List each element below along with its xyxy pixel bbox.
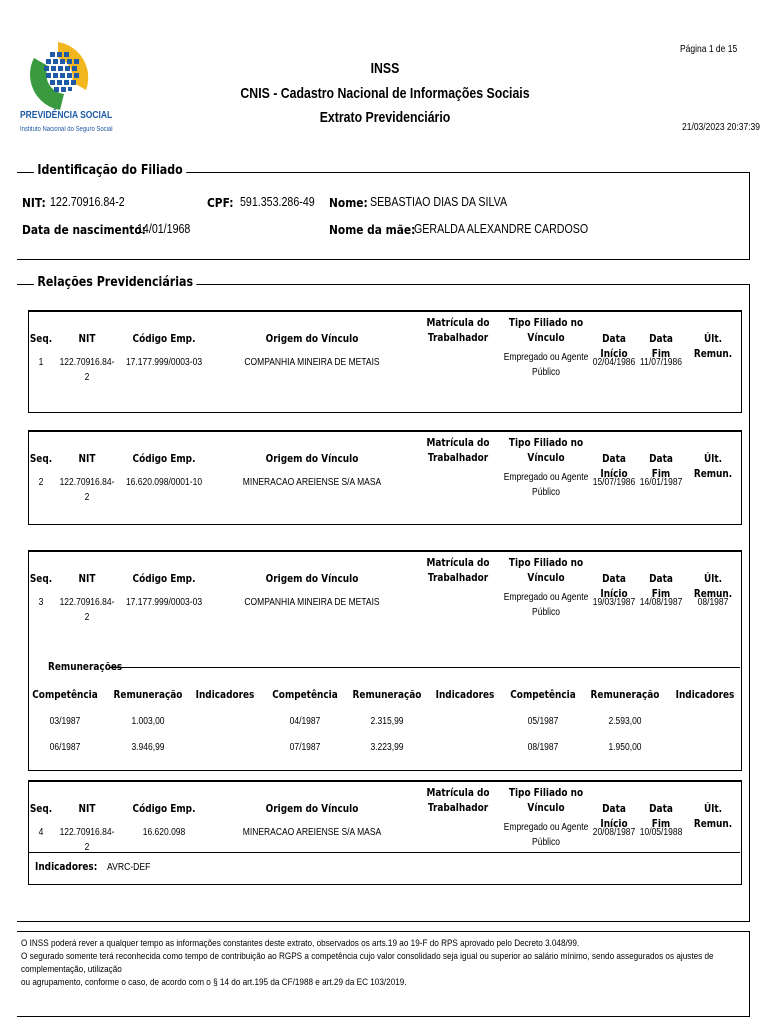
identificacao-section <box>17 172 750 260</box>
remuneracao-competencia: 08/1987 <box>527 742 559 753</box>
cell-tipo-line: Empregado ou Agente <box>503 352 589 363</box>
header-seq <box>28 332 54 347</box>
cell-nit <box>57 595 117 625</box>
cell-fim-line: 14/08/1987 <box>639 597 683 608</box>
cell-fim-line: 11/07/1986 <box>640 357 682 368</box>
header-seq-line: Seq. <box>29 573 53 585</box>
cell-nit-line: 122.70916.84-2 <box>59 827 115 853</box>
header-tipo-line: Tipo Filiado no <box>508 557 584 569</box>
cell-remun <box>688 595 739 610</box>
header-origem <box>219 572 406 587</box>
header-tipo-line: Tipo Filiado no <box>508 437 584 449</box>
header-codigo-line: Código Emp. <box>132 453 196 465</box>
header-seq <box>28 802 54 817</box>
cell-tipo <box>504 470 589 500</box>
header-fim-line: Data Fim <box>649 803 673 831</box>
nascimento-label: Data de nascimento: <box>22 222 146 237</box>
header-codigo-line: Código Emp. <box>132 333 196 345</box>
cell-fim <box>640 355 683 370</box>
cell-codigo-line: 17.177.999/0003-03 <box>125 597 203 608</box>
header-remun-line: Últ. Remun. <box>693 803 733 831</box>
header-tipo-line: Vínculo <box>527 572 565 585</box>
logo <box>20 40 113 140</box>
cell-codigo-line: 16.620.098/0001-10 <box>125 477 203 488</box>
cpf-label: CPF: <box>207 195 234 210</box>
cell-fim <box>640 475 683 490</box>
cell-remun-line: 08/1987 <box>697 597 729 608</box>
remuneracao-competencia: 03/1987 <box>49 716 81 727</box>
header-tipo-line: Tipo Filiado no <box>508 787 584 799</box>
cell-seq-line: 2 <box>38 477 44 488</box>
cell-tipo-line: Empregado ou Agente <box>503 472 589 483</box>
mae-value: GERALDA ALEXANDRE CARDOSO <box>414 221 589 236</box>
remuneracoes-header: Remuneração <box>113 689 183 701</box>
remuneracoes-header: Remuneração <box>590 689 660 701</box>
cell-fim <box>640 825 683 840</box>
cell-codigo <box>122 825 207 840</box>
header-origem <box>219 452 406 467</box>
cell-tipo-line: Empregado ou Agente <box>503 592 589 603</box>
header-matricula <box>424 556 492 586</box>
cell-seq <box>28 825 54 840</box>
remuneracao-competencia: 06/1987 <box>49 742 81 753</box>
title-inss: INSS <box>370 60 400 77</box>
footer-line-1: O INSS poderá rever a qualquer tempo as informações constantes deste extrato, observados os arts.19 ao 19-F do RPS aprovado pelo Decreto 3.048/99. <box>21 938 580 949</box>
header-origem <box>219 332 406 347</box>
cell-inicio <box>589 475 640 490</box>
header-tipo <box>504 436 589 466</box>
cell-inicio <box>589 355 640 370</box>
header-matricula-line: Matrícula do <box>426 557 490 569</box>
header-origem-line: Origem do Vínculo <box>265 333 359 345</box>
header-inicio-line: Data Início <box>600 573 628 601</box>
header-nit-line: NIT <box>78 573 96 585</box>
cell-origem-line: MINERACAO AREIENSE S/A MASA <box>242 477 382 488</box>
header-seq-line: Seq. <box>29 333 53 345</box>
header-tipo-line: Tipo Filiado no <box>508 317 584 329</box>
header-seq-line: Seq. <box>29 803 53 815</box>
cell-tipo <box>504 590 589 620</box>
cell-origem-line: COMPANHIA MINEIRA DE METAIS <box>244 597 380 608</box>
remuneracao-competencia: 07/1987 <box>289 742 321 753</box>
header-inicio-line: Data Início <box>600 453 628 481</box>
header-matricula <box>424 786 492 816</box>
cell-tipo <box>504 820 589 850</box>
header-remun <box>688 452 739 482</box>
previdencia-logo-icon <box>20 40 110 112</box>
remuneracao-valor: 1.950,00 <box>608 742 642 753</box>
cell-origem-line: COMPANHIA MINEIRA DE METAIS <box>244 357 380 368</box>
header-matricula-line: Matrícula do <box>426 317 490 329</box>
header-origem <box>219 802 406 817</box>
cell-codigo <box>122 475 207 490</box>
header-codigo <box>122 802 207 817</box>
cell-tipo-line: Público <box>532 487 560 498</box>
cell-seq-line: 3 <box>38 597 44 608</box>
header-nit <box>57 802 117 817</box>
relacoes-legend: Relações Previdenciárias <box>34 275 196 290</box>
cell-codigo <box>122 355 207 370</box>
cell-inicio-line: 19/03/1987 <box>592 597 636 608</box>
remuneracao-competencia: 05/1987 <box>527 716 559 727</box>
cell-codigo-line: 17.177.999/0003-03 <box>125 357 203 368</box>
cell-fim-line: 16/01/1987 <box>639 477 683 488</box>
header-nit-line: NIT <box>78 453 96 465</box>
header-remun-line: Últ. Remun. <box>693 333 733 361</box>
cell-nit-line: 122.70916.84-2 <box>59 597 115 623</box>
header-matricula-line: Matrícula do <box>426 437 490 449</box>
cell-inicio <box>589 825 640 840</box>
cell-tipo-line: Público <box>532 367 560 378</box>
identificacao-legend: Identificação do Filiado <box>34 163 186 178</box>
indicadores-value: AVRC-DEF <box>107 861 151 873</box>
header-nit <box>57 332 117 347</box>
remuneracoes-header: Competência <box>272 689 338 701</box>
cell-nit <box>57 825 117 855</box>
cell-origem <box>219 355 406 370</box>
cell-tipo-line: Público <box>532 607 560 618</box>
remuneracao-competencia: 04/1987 <box>289 716 321 727</box>
nit-label: NIT: <box>22 195 46 210</box>
cell-seq-line: 4 <box>38 827 44 838</box>
header-tipo <box>504 556 589 586</box>
footer-line-2: O segurado somente terá reconhecida como tempo de contribuição ao RGPS a competência cujo valor consolidado seja igual ou superior ao salário mínimo, sendo assegurados os ajustes de complementação, utilização <box>21 951 714 976</box>
header-origem-line: Origem do Vínculo <box>265 453 359 465</box>
header-codigo-line: Código Emp. <box>132 803 196 815</box>
cell-tipo-line: Empregado ou Agente <box>503 822 589 833</box>
report-datetime: 21/03/2023 20:37:39 <box>682 122 761 133</box>
logo-subtitle: Instituto Nacional do Seguro Social <box>20 126 113 133</box>
header-codigo <box>122 332 207 347</box>
mae-label: Nome da mãe: <box>329 222 416 237</box>
header-remun <box>688 802 739 832</box>
title-cnis: CNIS - Cadastro Nacional de Informações Sociais <box>240 85 530 102</box>
cell-nit-line: 122.70916.84-2 <box>59 477 115 503</box>
header-tipo-line: Vínculo <box>527 332 565 345</box>
remuneracao-valor: 1.003,00 <box>131 716 165 727</box>
cell-codigo-line: 16.620.098 <box>142 827 186 838</box>
remuneracao-valor: 2.593,00 <box>608 716 642 727</box>
cell-seq-line: 1 <box>38 357 44 368</box>
cell-seq <box>28 355 54 370</box>
cell-inicio <box>589 595 640 610</box>
cell-origem <box>219 595 406 610</box>
remuneracoes-header: Indicadores <box>675 689 735 701</box>
header-tipo <box>504 786 589 816</box>
header-fim-line: Data Fim <box>649 453 673 481</box>
cell-seq <box>28 595 54 610</box>
header-inicio-line: Data Início <box>600 333 628 361</box>
header-nit <box>57 452 117 467</box>
header-remun-line: Últ. Remun. <box>693 573 733 601</box>
cell-tipo-line: Público <box>532 837 560 848</box>
header-matricula-line: Trabalhador <box>427 452 489 465</box>
header-codigo <box>122 452 207 467</box>
header-matricula-line: Trabalhador <box>427 332 489 345</box>
cell-inicio-line: 15/07/1986 <box>592 477 636 488</box>
cell-origem <box>219 825 406 840</box>
indicadores-label: Indicadores: <box>35 861 98 873</box>
header-matricula <box>424 436 492 466</box>
nascimento-value: 14/01/1968 <box>137 221 191 236</box>
header-nit-line: NIT <box>78 803 96 815</box>
remuneracao-valor: 3.223,99 <box>370 742 404 753</box>
header-matricula-line: Trabalhador <box>427 802 489 815</box>
nome-value: SEBASTIAO DIAS DA SILVA <box>370 194 508 209</box>
header-origem-line: Origem do Vínculo <box>265 573 359 585</box>
remuneracoes-legend: Remunerações <box>48 661 123 673</box>
remuneracoes-header: Indicadores <box>195 689 255 701</box>
remuneracoes-header: Indicadores <box>435 689 495 701</box>
header-codigo <box>122 572 207 587</box>
header-matricula-line: Trabalhador <box>427 572 489 585</box>
title-extrato: Extrato Previdenciário <box>319 109 451 126</box>
remuneracoes-header: Remuneração <box>352 689 422 701</box>
header-inicio-line: Data Início <box>600 803 628 831</box>
footer-line-3: ou agrupamento, conforme o caso, de acordo com o § 14 do art.195 da CF/1988 e art.29 da EC 103/2019. <box>21 977 407 989</box>
nit-value: 122.70916.84-2 <box>50 194 125 209</box>
header-tipo <box>504 316 589 346</box>
cell-inicio-line: 20/08/1987 <box>592 827 636 838</box>
footer-text <box>21 937 743 989</box>
header-remun-line: Últ. Remun. <box>693 453 733 481</box>
cell-nit <box>57 475 117 505</box>
cell-nit <box>57 355 117 385</box>
header-matricula <box>424 316 492 346</box>
header-codigo-line: Código Emp. <box>132 573 196 585</box>
logo-name: PREVIDÊNCIA SOCIAL <box>20 110 113 121</box>
header-seq <box>28 572 54 587</box>
cell-fim-line: 10/05/1988 <box>639 827 683 838</box>
header-fim-line: Data Fim <box>649 573 673 601</box>
header-remun <box>688 332 739 362</box>
cell-codigo <box>122 595 207 610</box>
remuneracoes-header: Competência <box>32 689 98 701</box>
header-matricula-line: Matrícula do <box>426 787 490 799</box>
header-seq-line: Seq. <box>29 453 53 465</box>
header-tipo-line: Vínculo <box>527 452 565 465</box>
remuneracoes-header: Competência <box>510 689 576 701</box>
remuneracoes-divider <box>110 667 740 668</box>
indicadores-row <box>35 855 160 874</box>
header-nit <box>57 572 117 587</box>
cell-inicio-line: 02/04/1986 <box>592 357 636 368</box>
page-number: Página 1 de 15 <box>680 44 738 55</box>
indicadores-divider <box>28 852 740 853</box>
header-seq <box>28 452 54 467</box>
remuneracao-valor: 2.315,99 <box>370 716 404 727</box>
header-fim-line: Data Fim <box>649 333 673 361</box>
header-origem-line: Origem do Vínculo <box>265 803 359 815</box>
cell-nit-line: 122.70916.84-2 <box>59 357 115 383</box>
nome-label: Nome: <box>329 195 368 210</box>
remuneracao-valor: 3.946,99 <box>131 742 165 753</box>
cell-seq <box>28 475 54 490</box>
cell-origem-line: MINERACAO AREIENSE S/A MASA <box>242 827 382 838</box>
cell-fim <box>640 595 683 610</box>
header-nit-line: NIT <box>78 333 96 345</box>
cell-tipo <box>504 350 589 380</box>
cpf-value: 591.353.286-49 <box>240 194 315 209</box>
header-tipo-line: Vínculo <box>527 802 565 815</box>
cell-origem <box>219 475 406 490</box>
